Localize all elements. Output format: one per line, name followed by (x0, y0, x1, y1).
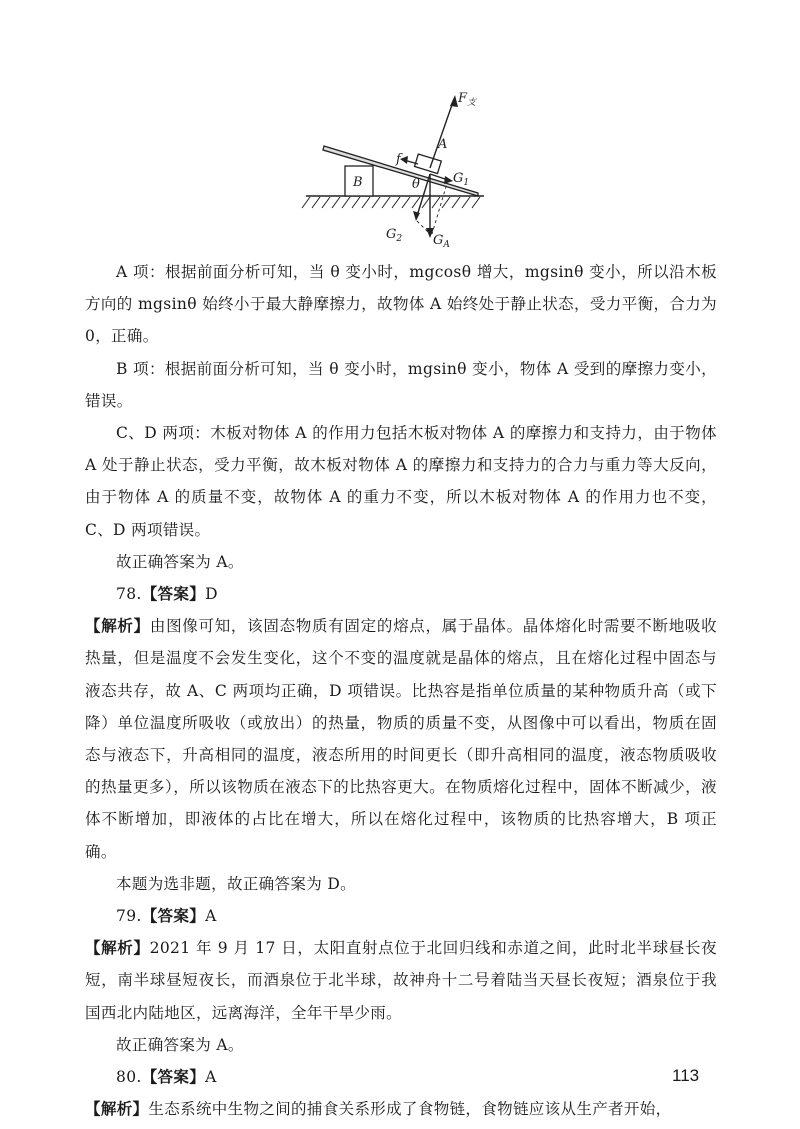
question-78-conclusion: 本题为选非题，故正确答案为 D。 (116, 874, 356, 893)
explanation-tag: 【解析】 (85, 617, 150, 636)
force-diagram (296, 84, 496, 254)
label-g1: $G_1$ (453, 171, 470, 188)
ground-hatching (302, 197, 480, 208)
question-78-explanation (85, 610, 717, 868)
paragraph-answer-77: 故正确答案为 A。 (116, 552, 244, 571)
text-body (85, 256, 717, 1125)
label-ga: $G_A$ (433, 233, 450, 250)
paragraph-option-a: A 项：根据前面分析可知，当 θ 变小时，mgcosθ 增大，mgsinθ 变小，所以沿木板方向的 mgsinθ 始终小于最大静摩擦力，故物体 A 始终处于静止状态，受力平衡，合力为 0，正确。 (85, 263, 717, 346)
question-79-explanation (85, 932, 717, 1029)
label-block-b: B (353, 175, 363, 190)
question-79-answer (85, 900, 717, 932)
answer-tag: 【答案】 (141, 585, 206, 604)
question-number: 80. (116, 1068, 142, 1087)
question-79-conclusion: 故正确答案为 A。 (116, 1035, 244, 1054)
explanation-text: 由图像可知，该固态物质有固定的熔点，属于晶体。晶体熔化时需要不断地吸收热量，但是温度不会发生变化，这个不变的温度就是晶体的熔点，且在熔化过程中固态与液态共存，故 A、C 两项均正确，D 项错误。比热容是指单位质量的某种物质升高（或下降）单位温度所吸收（或放出）的热量，物质的质量不变，从图像中可以看出，物质在固态与液态下，升高相同的温度，液态所用的时间更长（即升高相同的温度，液态物质吸收的热量更多），所以该物质在液态下的比热容更大。在物质熔化过程中，固体不断减少，液体不断增加，即液体的占比在增大，所以在熔化过程中，该物质的比热容增大，B 项正确。 (85, 617, 717, 861)
page-number: 113 (672, 1066, 700, 1085)
label-f-support: $F_支$ (458, 91, 477, 108)
dashed-line-1 (432, 180, 448, 234)
question-number: 79. (116, 907, 142, 926)
support-force-arrow (430, 99, 454, 168)
answer-value: A (205, 907, 217, 926)
label-friction: f (396, 152, 401, 167)
question-80-explanation (85, 1093, 717, 1125)
label-block-a: A (438, 137, 448, 152)
answer-tag: 【答案】 (141, 907, 206, 926)
answer-tag: 【答案】 (141, 1068, 206, 1087)
paragraph-option-cd: C、D 两项：木板对物体 A 的作用力包括木板对物体 A 的摩擦力和支持力，由于物体 A 处于静止状态，受力平衡，故木板对物体 A 的摩擦力和支持力的合力与重力等大反向，由于物体 A 的质量不变，故物体 A 的重力不变，所以木板对物体 A 的作用力也不变，C、D 两项错误。 (85, 424, 717, 539)
paragraph-option-b: B 项：根据前面分析可知，当 θ 变小时，mgsinθ 变小，物体 A 受到的摩擦力变小，错误。 (85, 359, 717, 410)
explanation-tag: 【解析】 (85, 1100, 149, 1119)
explanation-tag: 【解析】 (85, 939, 150, 958)
question-number: 78. (116, 585, 142, 604)
label-g2: $G_2$ (386, 227, 403, 244)
question-78-answer (85, 578, 717, 610)
inclined-plane-figure (296, 84, 496, 254)
block-a (415, 154, 442, 173)
answer-value: D (205, 585, 218, 604)
label-theta: θ (412, 177, 420, 192)
answer-value: A (205, 1068, 217, 1087)
explanation-text: 生态系统中生物之间的捕食关系形成了食物链，食物链应该从生产者开始， (148, 1100, 672, 1119)
question-80-answer (85, 1061, 717, 1093)
explanation-text: 2021 年 9 月 17 日，太阳直射点位于北回归线和赤道之间，此时北半球昼长夜短，南半球昼短夜长，而酒泉位于北半球，故神舟十二号着陆当天昼长夜短；酒泉位于我国西北内陆地区，远离海洋，全年干旱少雨。 (85, 939, 717, 1022)
